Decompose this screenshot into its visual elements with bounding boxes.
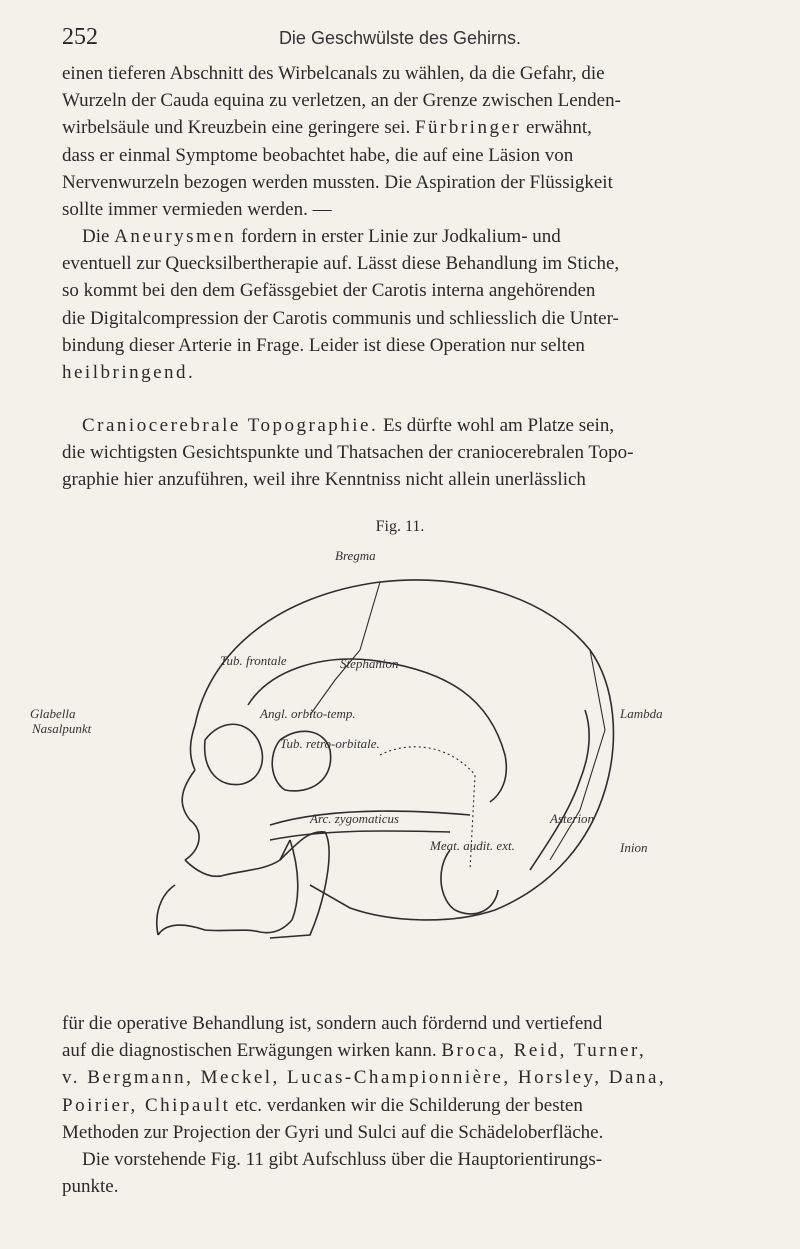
- text-line: [62, 412, 742, 439]
- text-line: [62, 1092, 742, 1119]
- label-inion: Inion: [620, 840, 648, 855]
- text-segment: erwähnt,: [525, 117, 592, 139]
- skull-drawing: [30, 540, 690, 1010]
- text-line: die Digitalcompression der Carotis communis und schliesslich die Unter-: [62, 307, 619, 329]
- text-segment: auf die diagnostischen Erwägungen wirken kann.: [62, 1040, 437, 1062]
- text-segment: etc. verdanken wir die Schilderung der besten: [235, 1094, 583, 1116]
- text-line: [62, 223, 742, 250]
- text-line: eventuell zur Quecksilbertherapie auf. Lässt diese Behandlung im Stiche,: [62, 253, 620, 275]
- label-tub-frontale: Tub. frontale: [220, 653, 287, 668]
- text-line: die wichtigsten Gesichtspunkte und Thatsachen der craniocerebralen Topo-: [62, 442, 634, 464]
- text-line: Wurzeln der Cauda equina zu verletzen, an der Grenze zwischen Lenden-: [62, 90, 621, 112]
- text-line: dass er einmal Symptome beobachtet habe, die auf eine Läsion von: [62, 144, 574, 166]
- text-line: [62, 114, 742, 141]
- frontal-line: [190, 725, 195, 770]
- label-arc-zygomaticus: Arc. zygomaticus: [310, 811, 400, 826]
- section-heading: Craniocerebrale Topographie.: [82, 415, 379, 436]
- text-line: bindung dieser Arterie in Frage. Leider ist diese Operation nur selten: [62, 334, 585, 356]
- text-segment: fordern in erster Linie zur Jodkalium- und: [241, 226, 561, 247]
- mastoid-outline: [441, 850, 498, 914]
- label-stephanion: Stephanion: [340, 656, 399, 671]
- text-line: punkte.: [62, 1176, 119, 1198]
- mandible: [157, 840, 298, 935]
- text-line: so kommt bei den dem Gefässgebiet der Carotis interna angehörenden: [62, 280, 596, 302]
- occipital-line: [530, 710, 589, 870]
- page-number: 252: [62, 24, 98, 50]
- author-names: Poirier, Chipault: [62, 1094, 231, 1116]
- temporal-line: [248, 659, 506, 802]
- running-title: Die Geschwülste des Gehirns.: [278, 28, 522, 48]
- text-segment: Die: [82, 226, 110, 247]
- text-line: [62, 1037, 742, 1064]
- label-angl-orbito-temp: Angl. orbito-temp.: [260, 706, 356, 721]
- paragraph-3: [62, 412, 742, 494]
- paragraph-4: [62, 1010, 742, 1146]
- text-line: einen tieferen Abschnitt des Wirbelcanals zu wählen, da die Gefahr, die: [62, 63, 605, 84]
- bregma-line: [360, 582, 380, 650]
- nasal-line: [182, 770, 199, 860]
- text-line: [62, 1064, 742, 1091]
- author-name: Fürbringer: [414, 117, 522, 139]
- text-segment: wirbelsäule und Kreuzbein eine geringere sei.: [62, 117, 411, 139]
- author-names: v. Bergmann, Meckel, Lucas-Championnière, Horsley, Dana,: [62, 1067, 667, 1089]
- label-asterion: Asterion: [550, 811, 595, 826]
- label-lambda: Lambda: [620, 706, 663, 721]
- paragraph-2: [62, 223, 742, 386]
- skull-figure: [30, 540, 690, 1015]
- label-bregma: Bregma: [335, 548, 376, 563]
- orbit-outline: [205, 724, 263, 784]
- author-names: Broca, Reid, Turner,: [441, 1040, 647, 1062]
- paragraph-1: [62, 60, 742, 223]
- emphasis-term: Aneurysmen: [114, 226, 237, 247]
- text-line: Die vorstehende Fig. 11 gibt Aufschluss über die Hauptorientirungs-: [82, 1149, 603, 1170]
- figure-caption: Fig. 11.: [375, 518, 425, 535]
- text-line: Nervenwurzeln bezogen werden mussten. Die Aspiration der Flüssigkeit: [62, 171, 613, 193]
- label-nasalpunkt: Nasalpunkt: [32, 721, 92, 736]
- label-tub-retro-orbitale: Tub. retro-orbitale.: [280, 736, 380, 751]
- text-line: graphie hier anzuführen, weil ihre Kenntniss nicht allein unerlässlich: [62, 469, 586, 491]
- label-meat-audit-ext: Meat. audit. ext.: [430, 838, 515, 853]
- jaw-ramus: [270, 832, 329, 938]
- text-line: Methoden zur Projection der Gyri und Sulci auf die Schädeloberfläche.: [62, 1121, 604, 1143]
- maxilla-outline: [185, 840, 290, 876]
- lambda-line: [550, 650, 605, 860]
- text-line: für die operative Behandlung ist, sondern auch fördernd und vertiefend: [62, 1013, 603, 1034]
- zygomatic-arch-lower: [270, 831, 450, 840]
- paragraph-5: [62, 1146, 742, 1200]
- text-segment: Es dürfte wohl am Platze sein,: [382, 415, 615, 436]
- label-glabella: Glabella: [30, 706, 76, 721]
- text-line: sollte immer vermieden werden. —: [62, 199, 332, 221]
- text-line: [62, 359, 742, 386]
- text-segment: heilbringend.: [62, 362, 196, 384]
- teeth-row: [158, 920, 292, 935]
